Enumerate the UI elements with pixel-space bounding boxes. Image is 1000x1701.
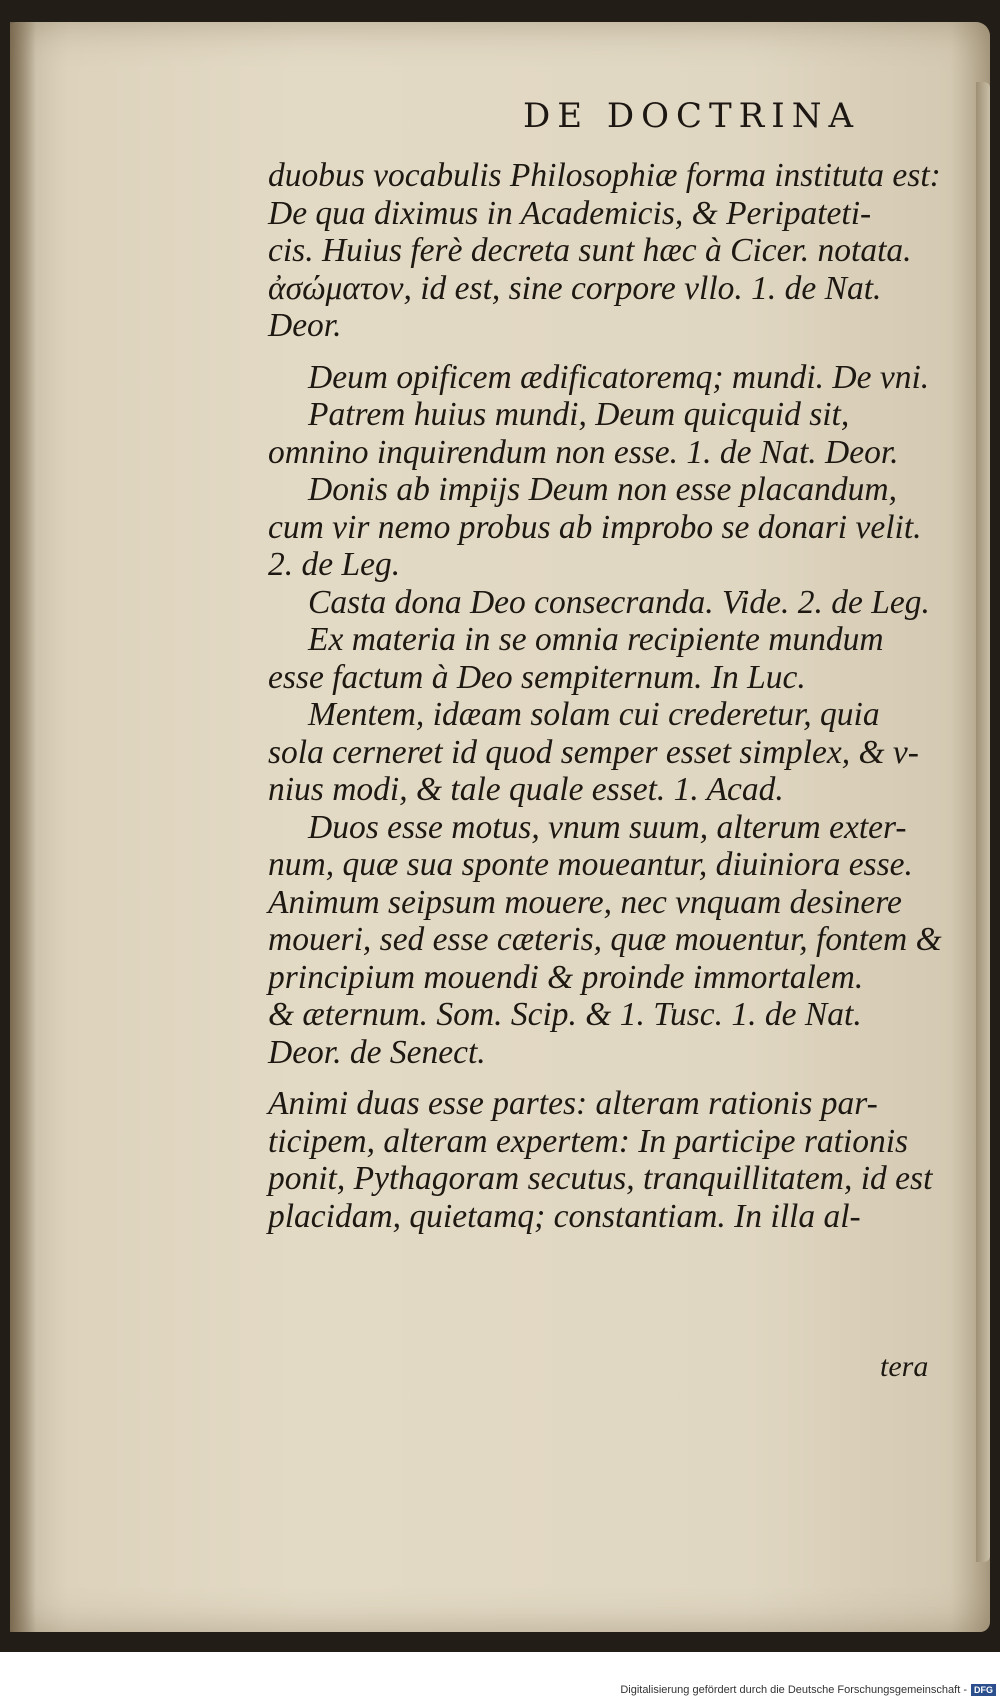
text-line: Patrem huius mundi, Deum quicquid sit, — [308, 396, 850, 433]
page-gutter-shadow — [10, 22, 36, 1632]
text-line: Deor. de Senect. — [268, 1033, 486, 1071]
text-line: Deor. — [268, 307, 342, 344]
text-line: De qua diximus in Academicis, & Peripateti- — [268, 194, 872, 232]
text-line: Ex materia in se omnia recipiente mundum — [308, 621, 884, 658]
catchword: tera — [880, 1350, 929, 1383]
text-line: Mentem, idæam solam cui crederetur, quia — [308, 696, 880, 733]
text-line: sola cerneret id quod semper esset simplex, & v- — [268, 733, 919, 771]
text-line: duobus vocabulis Philosophiæ forma instituta est: — [268, 157, 941, 194]
credit-text: Digitalisierung gefördert durch die Deutsche Forschungsgemeinschaft - — [620, 1684, 967, 1696]
text-line: moueri, sed esse cæteris, quæ mouentur, fontem & — [268, 921, 942, 958]
text-line: esse factum à Deo sempiternum. In Luc. — [268, 658, 806, 696]
text-line: omnino inquirendum non esse. 1. de Nat. Deor. — [268, 433, 899, 471]
digitization-credit — [620, 1684, 996, 1696]
text-line: Casta dona Deo consecranda. Vide. 2. de Leg. — [308, 583, 930, 621]
text-line: ponit, Pythagoram secutus, tranquillitatem, id est — [268, 1160, 933, 1197]
text-line: placidam, quietamq; constantiam. In illa al- — [268, 1197, 861, 1235]
text-line: Donis ab impijs Deum non esse placandum, — [308, 471, 897, 508]
text-line: Animum seipsum mouere, nec vnquam desinere — [268, 883, 902, 921]
text-line: Deum opificem ædificatoremq; mundi. De vni. — [308, 358, 930, 396]
text-line: cis. Huius ferè decreta sunt hæc à Cicer. notata. — [268, 232, 912, 269]
running-head: DE DOCTRINA — [522, 96, 860, 136]
text-line: num, quæ sua sponte moueantur, diuiniora esse. — [268, 846, 913, 883]
text-line: Animi duas esse partes: alteram rationis par- — [268, 1085, 878, 1122]
text-line: cum vir nemo probus ab improbo se donari velit. — [268, 508, 922, 546]
text-line: principium mouendi & proinde immortalem. — [268, 958, 864, 996]
text-line: ticipem, alteram expertem: In participe rationis — [268, 1122, 909, 1160]
text-line: & æternum. Som. Scip. & 1. Tusc. 1. de Nat. — [268, 996, 862, 1033]
dfg-logo: DFG — [971, 1684, 996, 1696]
body-text — [268, 157, 968, 1235]
text-line: nius modi, & tale quale esset. 1. Acad. — [268, 771, 784, 808]
page-fore-edge — [976, 82, 990, 1562]
text-line: 2. de Leg. — [268, 546, 401, 583]
text-line: Duos esse motus, vnum suum, alterum exter- — [308, 808, 907, 846]
text-line: ἀσώματον, id est, sine corpore vllo. 1. de Nat. — [268, 269, 882, 307]
